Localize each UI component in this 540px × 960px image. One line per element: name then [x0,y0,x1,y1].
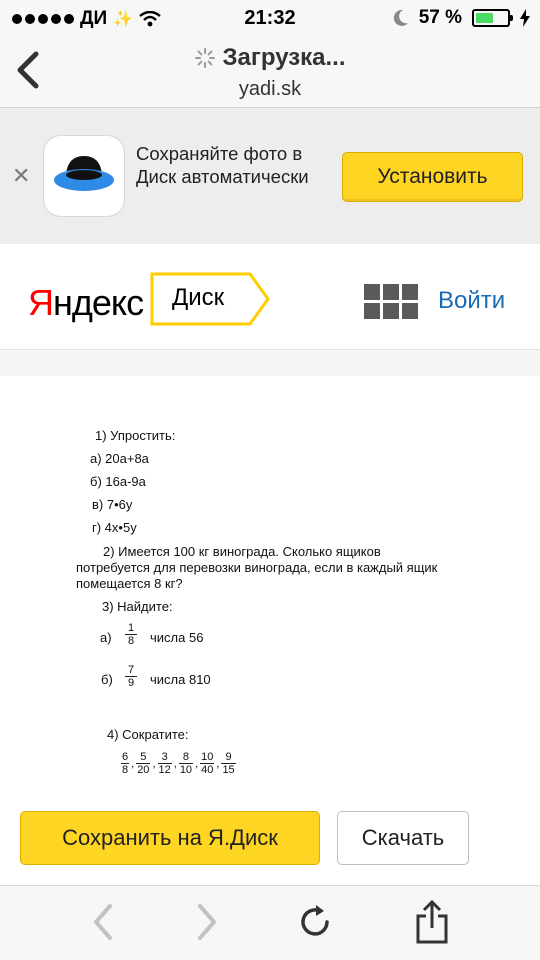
flying-saucer-icon [44,136,126,218]
sparkle-icon: ✨ [113,11,134,28]
battery-level [476,13,493,23]
fraction-numerator: 5 [136,751,150,764]
task2-line-2: потребуется для перевозки винограда, если в каждый ящик [76,560,438,575]
back-arrow-icon[interactable] [84,900,124,944]
task4-fractions [121,751,236,776]
login-link[interactable]: Войти [438,287,506,314]
task3-a-denominator: 8 [127,635,135,647]
action-bar [0,800,540,886]
battery-percent: 57 % [418,7,462,28]
status-bar [0,0,540,36]
carrier-name: ДИ [80,8,108,29]
fraction-denominator: 15 [222,764,235,776]
fraction-denominator: 20 [137,764,150,776]
app-promo-banner [0,108,540,244]
task4-title: 4) Сократите: [107,727,189,742]
reload-icon[interactable] [296,900,336,944]
task1-item-d: г) 4х•5у [92,520,137,535]
services-grid-icon[interactable] [364,284,418,319]
task3-b-fraction [125,664,137,689]
task1-item-a: а) 20а+8а [90,451,149,466]
page-domain: yadi.sk [238,78,302,100]
task3-a-numerator: 1 [125,622,137,635]
task3-a-fraction [125,622,137,647]
task3-title: 3) Найдите: [102,599,173,614]
browser-toolbar [0,886,540,960]
task3-b-numerator: 7 [125,664,137,677]
fraction-separator: , [131,757,135,770]
fraction-separator: , [216,757,220,770]
promo-text: Сохраняйте фото в Диск автоматически [136,143,309,187]
fraction [200,751,214,776]
fraction [136,751,150,776]
task1-item-b: б) 16а-9а [90,474,146,489]
yandex-disk-app-icon[interactable] [43,135,125,217]
task3-b-label: б) [101,672,113,687]
fraction-numerator: 9 [221,751,235,764]
battery-icon [472,9,510,27]
page-title [0,44,540,72]
fraction-separator: , [195,757,199,770]
fraction [121,751,129,776]
clock: 21:32 [244,7,296,29]
fraction-denominator: 40 [201,764,214,776]
battery-info [393,7,530,29]
fraction-separator: , [152,757,156,770]
fraction [179,751,193,776]
fraction-numerator: 6 [122,751,129,763]
logo-rest: ндекс [53,282,144,323]
fraction-denominator: 12 [158,764,171,776]
task2-line-3: помещается 8 кг? [76,576,183,591]
browser-nav-bar [0,36,540,108]
page-title-text: Загрузка... [222,44,346,71]
share-icon[interactable] [412,900,452,944]
fraction-denominator: 10 [179,764,193,776]
install-button[interactable]: Установить [342,152,523,202]
task3-a-text: числа 56 [150,630,204,645]
task1-title: 1) Упростить: [95,428,176,443]
fraction-numerator: 8 [179,751,193,764]
yandex-disk-header [0,244,540,350]
fraction-separator: , [173,757,177,770]
fraction-numerator: 10 [201,751,214,763]
document-page [0,376,540,800]
loading-spinner-icon [194,47,216,69]
moon-icon [393,9,409,27]
document-preview [0,350,540,800]
fraction [158,751,172,776]
task3-b-denominator: 9 [127,677,135,689]
download-button[interactable]: Скачать [337,811,469,865]
fraction-denominator: 8 [122,764,129,776]
task3-b-text: числа 810 [150,672,211,687]
logo-first-letter: Я [28,282,53,323]
task1-item-c: в) 7•6у [92,497,133,512]
product-name[interactable]: Диск [172,284,225,311]
fraction [221,751,235,776]
forward-arrow-icon[interactable] [186,900,226,944]
close-icon[interactable]: ✕ [12,163,31,188]
task3-a-label: а) [100,630,112,645]
save-to-disk-button[interactable]: Сохранить на Я.Диск [20,811,320,865]
task2-line-1: 2) Имеется 100 кг винограда. Сколько ящиков [103,544,381,559]
fraction-numerator: 3 [158,751,172,764]
yandex-logo[interactable] [28,282,143,324]
charging-icon [520,9,530,27]
